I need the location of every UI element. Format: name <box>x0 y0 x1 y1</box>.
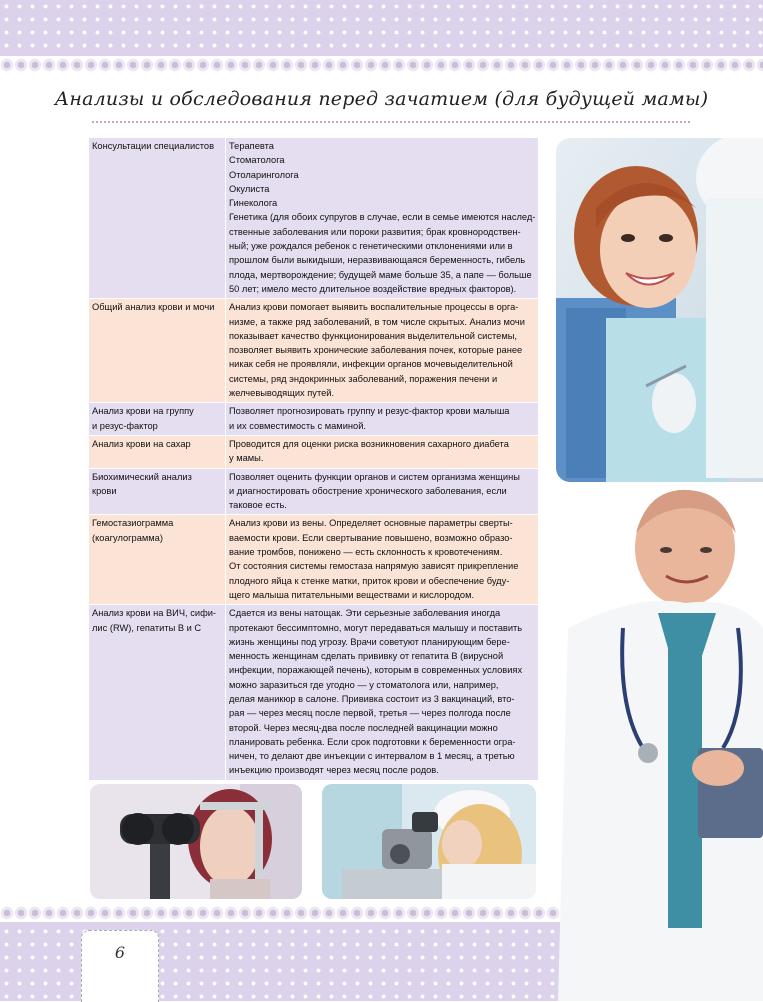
exam-details <box>225 403 538 435</box>
exam-name <box>89 605 225 780</box>
exam-details-line: Позволяет оценить функции органов и систем организма женщины <box>229 471 520 482</box>
exam-details-line: Отоларинголога <box>229 169 299 180</box>
exam-name-line: Анализ крови на группу <box>92 406 194 417</box>
exam-details-line: Терапевта <box>229 141 274 151</box>
exam-name-line: (коагулограмма) <box>92 532 163 543</box>
exam-details-line: делая маникюр в салоне. Прививка состоит из 3 вакцинаций, вто- <box>229 693 515 704</box>
exam-details <box>225 299 538 402</box>
exam-details-line: инъекцию производят через месяц после родов. <box>229 765 439 776</box>
exam-details-line: можно заразиться где угодно — у стоматолога или, например, <box>229 679 499 690</box>
exam-name <box>89 403 225 435</box>
exam-details-line: Проводится для оценки риска возникновения сахарного диабета <box>229 438 509 449</box>
exam-details-line: Анализ крови помогает выявить воспалительные процессы в орга- <box>229 302 519 313</box>
exam-details-line: ный; уже рождался ребенок с генетическими отклонениями или в <box>229 241 513 252</box>
exam-details-line: низме, а также ряд заболеваний, в том числе скрытых. Анализ мочи <box>229 316 525 327</box>
exam-name-line: Гемостазиограмма <box>92 518 174 529</box>
decorative-top-band <box>0 0 763 56</box>
exam-details-line: инфекции, поражающей печень), которым в современных условиях <box>229 665 523 676</box>
exam-name <box>89 515 225 604</box>
exam-details-line: От состояния системы гемостаза напрямую зависят прикрепление <box>229 561 519 572</box>
exam-details-line: желчевыводящих путей. <box>229 388 335 399</box>
exam-details-line: 50 лет; имело место длительное воздействие вредных факторов). <box>229 283 517 294</box>
exam-details <box>225 605 538 780</box>
exam-details-line: таковое есть. <box>229 500 287 511</box>
exam-details-line: плода, мертворождение; будущей маме больше 35, а папе — больше <box>229 269 532 280</box>
exam-details-line: ваемости крови. Если свертывание повышено, возможно образо- <box>229 532 513 543</box>
table-row <box>89 469 538 516</box>
exam-details-line: системы, ряд эндокринных заболеваний, поражения печени и <box>229 373 498 384</box>
exam-name <box>89 299 225 402</box>
exam-details-line: Генетика (для обоих супругов в случае, если в семье имеются наслед- <box>229 212 536 223</box>
exam-details-line: планировать ребенка. Если срок подготовки к беременности огра- <box>229 736 516 747</box>
exam-details-line: у мамы. <box>229 453 264 464</box>
exam-name <box>89 138 225 298</box>
exam-details-line: вание тромбов, понижено — есть склонность к кровотечениям. <box>229 547 503 558</box>
doctor-photo <box>548 478 763 1001</box>
exam-name-line: Анализ крови на ВИЧ, сифи- <box>92 608 217 619</box>
page-number-badge <box>81 930 159 1002</box>
exam-details-line: позволяет выявить хронические заболевания почек, которые ранее <box>229 345 523 356</box>
exam-name-line: Биохимический анализ <box>92 471 192 482</box>
exam-name <box>89 436 225 468</box>
exam-details-line: Гинеколога <box>229 198 278 209</box>
exam-details-line: Позволяет прогнозировать группу и резус-фактор крови малыша <box>229 406 510 417</box>
exam-details-line: Анализ крови из вены. Определяет основные параметры сверты- <box>229 518 513 529</box>
exam-details-line: рая — через месяц после первой, третья — через полгода после <box>229 708 511 719</box>
exam-details-line: прошлом были выкидыши, неразвивающаяся беременность, гибель <box>229 255 526 266</box>
exam-details <box>225 436 538 468</box>
page-number: 6 <box>114 943 126 962</box>
exam-details-line: Окулиста <box>229 183 270 194</box>
exam-details-line: щего малыша питательными веществами и кислородом. <box>229 589 475 600</box>
exam-name-line: Общий анализ крови и мочи <box>92 302 215 313</box>
exam-details-line: и их совместимость с маминой. <box>229 420 366 431</box>
exam-details-line: и диагностировать обострение хронического заболевания, если <box>229 485 507 496</box>
exam-name <box>89 469 225 515</box>
table-row <box>89 515 538 605</box>
exam-details-line: ничен, то делают две инъекции с интервалом в 1 месяц, а третью <box>229 751 515 762</box>
title-divider <box>92 121 690 123</box>
page-title: Анализы и обследования перед зачатием (для будущей мамы) <box>54 88 709 110</box>
exam-details <box>225 515 538 604</box>
exam-name-line: и резус-фактор <box>92 420 158 431</box>
eye-exam-photo <box>90 784 302 899</box>
table-row <box>89 403 538 436</box>
dentist-patient-photo <box>556 138 763 482</box>
lab-microscope-photo <box>322 784 536 899</box>
decorative-lace-border <box>0 56 763 74</box>
exam-details-line: протекают бессимптомно, могут передаваться малышу и поставить <box>229 622 523 633</box>
table-row <box>89 605 538 781</box>
exam-details-line: Стоматолога <box>229 155 285 166</box>
exam-details <box>225 138 538 298</box>
exam-details-line: плодного яйца к стенке матки, приток крови и обеспечение буду- <box>229 575 510 586</box>
exam-details-line: второй. Через месяц-два после последней вакцинации можно <box>229 722 498 733</box>
exam-details-line: жизнь женщины под угрозу. Врачи советуют планирующим бере- <box>229 636 510 647</box>
exam-details-line: Сдается из вены натощак. Эти серьезные заболевания иногда <box>229 608 501 619</box>
exam-details <box>225 469 538 515</box>
table-row <box>89 299 538 403</box>
table-row <box>89 138 538 299</box>
exam-details-line: ственные заболевания или пороки развития; брак кровнородствен- <box>229 226 521 237</box>
exam-name-line: Консультации специалистов <box>92 141 215 151</box>
exam-table <box>89 138 538 781</box>
exam-details-line: менность женщинам сделать прививку от гепатита В (вирусной <box>229 651 504 662</box>
exam-name-line: Анализ крови на сахар <box>92 438 191 449</box>
exam-details-line: показывает качество функционирования выделительной системы, <box>229 330 518 341</box>
exam-name-line: лис (RW), гепатиты В и С <box>92 622 202 633</box>
table-row <box>89 436 538 469</box>
exam-name-line: крови <box>92 485 117 496</box>
exam-details-line: никак себя не проявляли, инфекции органов мочевыделительной <box>229 359 513 370</box>
